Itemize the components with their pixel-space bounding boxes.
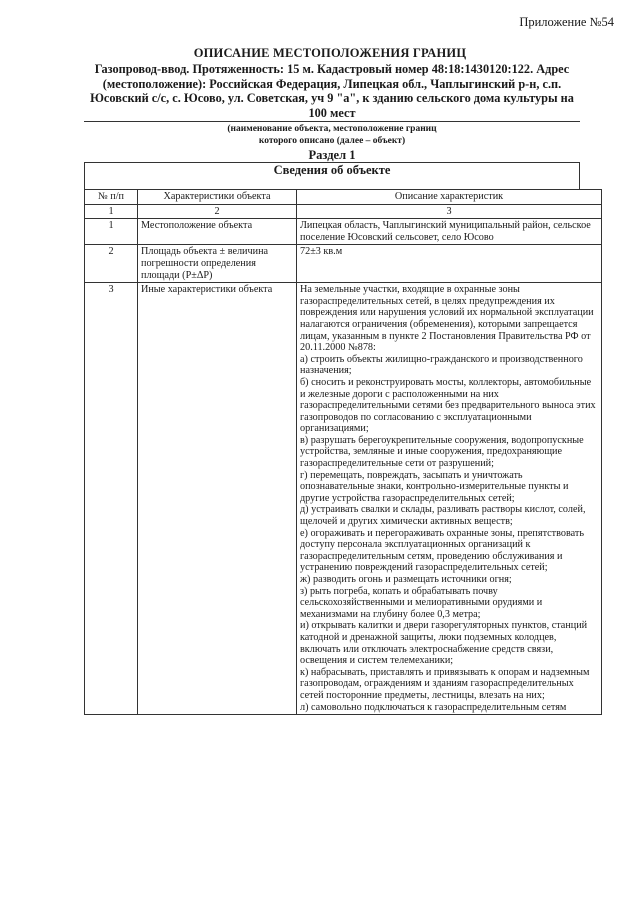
table-title: Сведения об объекте bbox=[273, 163, 391, 177]
object-info-table bbox=[84, 189, 602, 715]
object-subtitle: Газопровод-ввод. Протяженность: 15 м. Кадастровый номер 48:18:1430120:122. Адрес (местоположение): Российская Федерация, Липецкая обл., Чаплыгинский р-н, с.п. Юсовский с/с, с. Юсово, ул. Советская, уч 9 "а", к зданию сельского дома культуры на 100 мест bbox=[90, 62, 574, 120]
column-number: 2 bbox=[138, 204, 297, 219]
restriction-item: д) устраивать свалки и склады, разливать растворы кислот, солей, щелочей и других химически активных веществ; bbox=[300, 504, 586, 528]
restriction-item: л) самовольно подключаться к газораспределительным сетям bbox=[300, 701, 567, 713]
row-description bbox=[297, 283, 602, 715]
column-number: 1 bbox=[85, 204, 138, 219]
restriction-item: ж) разводить огонь и размещать источники огня; bbox=[300, 574, 512, 585]
row-num: 3 bbox=[85, 283, 138, 715]
restriction-item: и) открывать калитки и двери газорегуляторных пунктов, станций катодной и дренажной защиты, люки подземных колодцев, включать или отключать электроснабжение средств связи, освещения и систем телемеханики; bbox=[300, 620, 588, 667]
document-title: ОПИСАНИЕ МЕСТОПОЛОЖЕНИЯ ГРАНИЦ bbox=[193, 46, 467, 60]
header-num: № п/п bbox=[85, 190, 138, 205]
table-title-gap bbox=[84, 178, 580, 189]
row-description: Липецкая область, Чаплыгинский муниципальный район, сельское поселение Юсовский сельсовет, село Юсово bbox=[297, 219, 602, 245]
caption-line-1: (наименование объекта, местоположение границ bbox=[227, 124, 437, 134]
table-header-row bbox=[85, 190, 602, 205]
caption-line-2: которого описано (далее – объект) bbox=[258, 135, 406, 146]
section-heading: Раздел 1 bbox=[308, 148, 356, 162]
row-characteristic: Площадь объекта ± величина погрешности определения площади (P±ΔP) bbox=[138, 245, 297, 283]
row-num: 1 bbox=[85, 219, 138, 245]
restriction-item: г) перемещать, повреждать, засыпать и уничтожать опознавательные знаки, контрольно-измерительные пункты и другие устройства газораспределительных сетей; bbox=[300, 469, 569, 504]
table-row bbox=[85, 219, 602, 245]
table-row bbox=[85, 245, 602, 283]
table-title-frame bbox=[84, 162, 580, 179]
restriction-item: б) сносить и реконструировать мосты, коллекторы, автомобильные и железные дороги с расположенными на них газораспределительными сетями без предварительного выноса этих газопроводов по согласованию с эксплуатационными организациями; bbox=[300, 376, 596, 435]
restriction-item: е) огораживать и перегораживать охранные зоны, препятствовать доступу персонала эксплуатационных организаций к газораспределительным сетям, проведению обслуживания и устранению повреждений газораспределительных сетей; bbox=[300, 527, 584, 574]
table-column-numbers-row bbox=[85, 204, 602, 219]
table-row bbox=[85, 283, 602, 715]
row-characteristic: Иные характеристики объекта bbox=[138, 283, 297, 715]
title-caption bbox=[84, 124, 580, 147]
row-description: 72±3 кв.м bbox=[297, 245, 602, 283]
restriction-item: з) рыть погреба, копать и обрабатывать почву сельскохозяйственными и мелиоративными орудиями и механизмами на глубину более 0,3 метра; bbox=[300, 585, 543, 620]
restriction-item: а) строить объекты жилищно-гражданского и производственного назначения; bbox=[300, 353, 583, 377]
column-number: 3 bbox=[297, 204, 602, 219]
row-characteristic: Местоположение объекта bbox=[138, 219, 297, 245]
restriction-item: в) разрушать берегоукрепительные сооружения, водопропускные устройства, земляные и иные сооружения, предохраняющие газораспределительные сети от разрушений; bbox=[300, 434, 584, 470]
title-underline bbox=[84, 121, 580, 122]
appendix-label: Приложение №54 bbox=[519, 15, 614, 29]
header-characteristic: Характеристики объекта bbox=[138, 190, 297, 205]
header-description: Описание характеристик bbox=[297, 190, 602, 205]
restriction-item: к) набрасывать, приставлять и привязывать к опорам и надземным газопроводам, ограждениям и зданиям газораспределительных сетей посторонние предметы, лестницы, влезать на них; bbox=[300, 666, 590, 701]
restriction-intro: На земельные участки, входящие в охранные зоны газораспределительных сетей, в целях предупреждения их повреждения или нарушения условий их нормальной эксплуатации налагаются ограничения (обременения), которыми запрещается лицам, указанным в пункте 2 Постановления Правительства РФ от 20.11.2000 №878: bbox=[300, 284, 594, 354]
row-num: 2 bbox=[85, 245, 138, 283]
